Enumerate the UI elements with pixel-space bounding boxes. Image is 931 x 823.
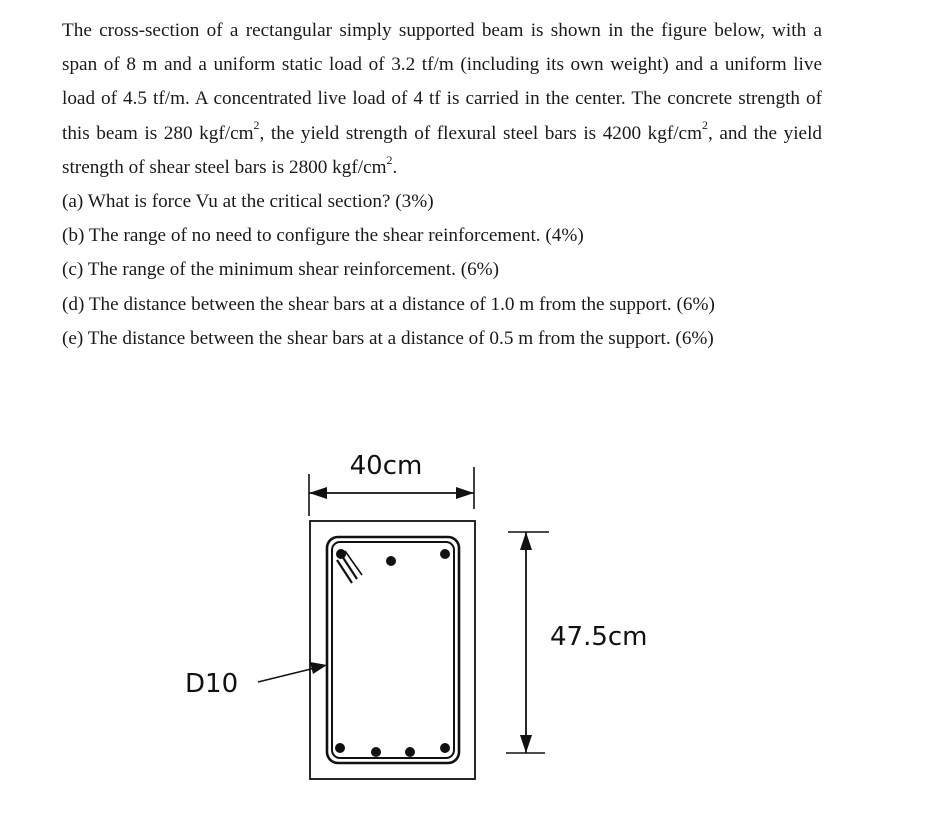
bottom-bars [335, 743, 450, 757]
rebar-bottom [371, 747, 381, 757]
rebar-bottom [440, 743, 450, 753]
stirrup-label: D10 [185, 669, 239, 699]
superscript-3: 2 [386, 152, 393, 167]
stirrup-leader-line [258, 668, 315, 682]
question-list [62, 185, 822, 356]
intro-text-1: The cross-section of a rectangular simply supported beam is shown in the figure below, with a span of 8 m and a uniform static load of 3.2 tf/m (including its own weight) and a uniform live load of 4.5 tf/m. A concentrated live load of 4 tf is carried in the center. The concrete strength of this beam is 280 kgf/cm [62, 20, 822, 144]
height-arrow-top [520, 532, 532, 550]
intro-text-3: , and the yield strength of shear steel bars is 2800 kgf/cm [62, 122, 823, 178]
question-a: (a) What is force Vu at the critical section? (3%) [62, 191, 434, 213]
rebar-bottom [335, 743, 345, 753]
width-label: 40cm [349, 451, 423, 481]
width-arrow-right [456, 487, 474, 499]
stirrup-callout [185, 662, 327, 699]
stirrup-leader-arrow [310, 662, 327, 674]
height-dimension [506, 532, 648, 753]
width-arrow-left [309, 487, 327, 499]
question-e: (e) The distance between the shear bars at a distance of 0.5 m from the support. (6%) [62, 327, 714, 349]
stirrup-outer [327, 537, 459, 763]
rebar-top [440, 549, 450, 559]
question-b: (b) The range of no need to configure the shear reinforcement. (4%) [62, 225, 584, 247]
question-c: (c) The range of the minimum shear reinforcement. (6%) [62, 259, 500, 281]
concrete-section [310, 521, 475, 779]
question-d: (d) The distance between the shear bars at a distance of 1.0 m from the support. (6%) [62, 293, 715, 315]
rebar-top [386, 556, 396, 566]
height-label: 47.5cm [550, 622, 648, 652]
stirrup-hook [337, 551, 362, 583]
rebar-top [336, 549, 346, 559]
problem-statement [62, 14, 822, 356]
stirrup-inner [332, 542, 454, 758]
rebar-bottom [405, 747, 415, 757]
width-dimension [309, 451, 474, 516]
superscript-2: 2 [702, 118, 708, 133]
height-arrow-bottom [520, 735, 532, 753]
intro-text-2: , the yield strength of flexural steel bars is 4200 kgf/cm [259, 122, 702, 144]
superscript-1: 2 [253, 118, 260, 133]
top-bars [336, 549, 450, 566]
problem-intro [62, 14, 822, 185]
intro-text-4: . [392, 156, 398, 178]
